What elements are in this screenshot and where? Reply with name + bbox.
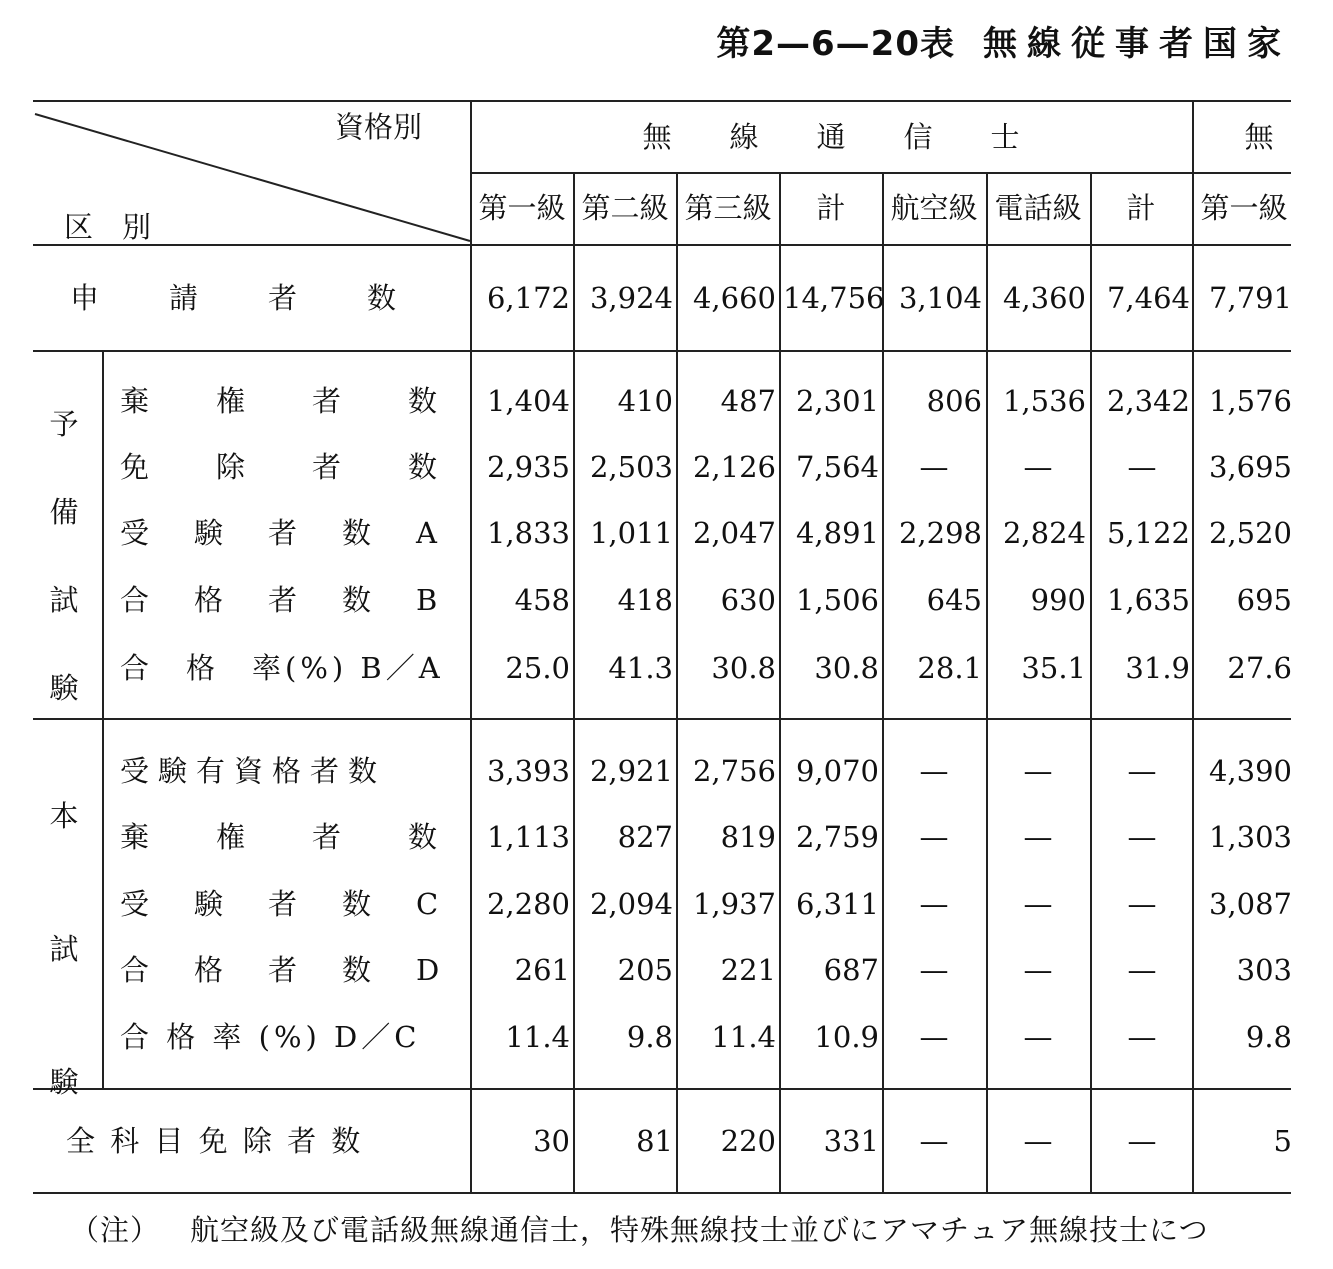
table-cell: — bbox=[1023, 1124, 1053, 1158]
table-cell: 14,756 bbox=[783, 281, 885, 315]
table-cell: 645 bbox=[926, 583, 982, 617]
table-cell: 261 bbox=[514, 953, 570, 987]
table-cell: 303 bbox=[1236, 953, 1292, 987]
table-cell: 9.8 bbox=[626, 1020, 673, 1054]
row-label-applicants: 申 請 者 数 bbox=[70, 281, 401, 315]
table-cell: 1,506 bbox=[795, 583, 879, 617]
footnote-text: 航空級及び電話級無線通信士，特殊無線技士並びにアマチュア無線技士につ bbox=[190, 1213, 1209, 1247]
table-cell: 1,303 bbox=[1208, 820, 1292, 854]
table-cell: 2,280 bbox=[486, 887, 570, 921]
table-cell: — bbox=[1127, 887, 1157, 921]
rule-main-bottom bbox=[33, 1088, 1291, 1090]
table-cell: 687 bbox=[823, 953, 879, 987]
table-cell: 30.8 bbox=[711, 651, 776, 685]
table-cell: 990 bbox=[1030, 583, 1086, 617]
table-cell: — bbox=[1127, 1124, 1157, 1158]
table-cell: — bbox=[1023, 450, 1053, 484]
table-cell: 2,520 bbox=[1208, 516, 1292, 550]
table-title bbox=[716, 16, 1291, 65]
rule-bottom bbox=[33, 1192, 1291, 1194]
section-label-prelim: 予備試験 bbox=[49, 407, 79, 705]
table-cell: 1,833 bbox=[486, 516, 570, 550]
table-cell: 3,087 bbox=[1208, 887, 1292, 921]
col-header-1: 第一級 bbox=[478, 191, 566, 225]
table-cell: 1,576 bbox=[1208, 384, 1292, 418]
table-cell: 220 bbox=[720, 1124, 776, 1158]
row-label-all-exempt: 全 科 目 免 除 者 数 bbox=[66, 1124, 364, 1158]
rule-col-4 bbox=[882, 172, 884, 1192]
corner-bottom-label: 区 別 bbox=[64, 210, 152, 244]
table-cell: 1,937 bbox=[692, 887, 776, 921]
table-cell: 30 bbox=[533, 1124, 570, 1158]
table-cell: 418 bbox=[617, 583, 673, 617]
row-label-main-absent: 棄 権 者 数 bbox=[120, 820, 441, 854]
table-cell: 41.3 bbox=[608, 651, 673, 685]
rule-prelim-bottom bbox=[33, 718, 1291, 720]
col-header-3: 第三級 bbox=[684, 191, 772, 225]
rule-col-2 bbox=[676, 172, 678, 1192]
table-cell: — bbox=[1023, 887, 1053, 921]
rule-col-1 bbox=[573, 172, 575, 1192]
rule-section bbox=[102, 350, 104, 1088]
row-label-prelim-examinees: 受 験 者 数 A bbox=[120, 516, 445, 550]
table-cell: — bbox=[919, 953, 949, 987]
table-cell: — bbox=[1127, 1020, 1157, 1054]
rule-col-6 bbox=[1090, 172, 1092, 1192]
table-cell: 1,011 bbox=[589, 516, 673, 550]
table-cell: 3,695 bbox=[1208, 450, 1292, 484]
table-cell: 2,935 bbox=[486, 450, 570, 484]
footnote bbox=[70, 1208, 1209, 1249]
table-cell: 25.0 bbox=[505, 651, 570, 685]
section-label-main: 本試験 bbox=[49, 799, 79, 1099]
table-cell: — bbox=[919, 1020, 949, 1054]
table-cell: — bbox=[1127, 953, 1157, 987]
row-label-prelim-passed: 合 格 者 数 B bbox=[120, 583, 446, 617]
table-cell: 1,536 bbox=[1002, 384, 1086, 418]
table-cell: — bbox=[1023, 953, 1053, 987]
table-cell: 1,113 bbox=[486, 820, 570, 854]
group-header-next: 無 bbox=[1244, 120, 1274, 154]
row-label-main-passed: 合 格 者 数 D bbox=[120, 953, 448, 987]
table-cell: 11.4 bbox=[505, 1020, 570, 1054]
row-label-main-rate: 合 格 率 (%) D／C bbox=[120, 1020, 421, 1054]
group-header-radio-operator: 無 線 通 信 士 bbox=[642, 120, 1020, 154]
table-cell: — bbox=[1127, 754, 1157, 788]
table-cell: 2,756 bbox=[692, 754, 776, 788]
table-cell: — bbox=[1023, 754, 1053, 788]
table-cell: 2,921 bbox=[589, 754, 673, 788]
table-cell: 2,126 bbox=[692, 450, 776, 484]
table-cell: 205 bbox=[617, 953, 673, 987]
rule-label-col bbox=[470, 100, 472, 1192]
table-cell: 2,503 bbox=[589, 450, 673, 484]
table-cell: 458 bbox=[514, 583, 570, 617]
table-cell: 30.8 bbox=[814, 651, 879, 685]
rule-col-5 bbox=[986, 172, 988, 1192]
table-cell: 2,047 bbox=[692, 516, 776, 550]
table-cell: 81 bbox=[636, 1124, 673, 1158]
table-cell: — bbox=[919, 820, 949, 854]
table-cell: 806 bbox=[926, 384, 982, 418]
col-header-7: 計 bbox=[1126, 191, 1156, 225]
table-cell: — bbox=[1127, 820, 1157, 854]
table-cell: 27.6 bbox=[1227, 651, 1292, 685]
table-cell: — bbox=[1023, 1020, 1053, 1054]
table-cell: 2,301 bbox=[795, 384, 879, 418]
table-cell: 7,791 bbox=[1208, 281, 1292, 315]
row-label-prelim-rate: 合 格 率(%) B／A bbox=[120, 651, 444, 685]
col-header-2: 第二級 bbox=[581, 191, 669, 225]
table-cell: — bbox=[1023, 820, 1053, 854]
table-cell: 3,104 bbox=[898, 281, 982, 315]
table-cell: 5,122 bbox=[1106, 516, 1190, 550]
table-number: 第2—6—20表 bbox=[716, 24, 955, 64]
table-cell: 6,172 bbox=[486, 281, 570, 315]
table-cell: 1,404 bbox=[486, 384, 570, 418]
rule-col-7 bbox=[1192, 100, 1194, 1192]
table-cell: 331 bbox=[823, 1124, 879, 1158]
table-cell: 410 bbox=[617, 384, 673, 418]
table-cell: 2,759 bbox=[795, 820, 879, 854]
rule-col-3 bbox=[779, 172, 781, 1192]
table-cell: 3,393 bbox=[486, 754, 570, 788]
table-cell: 4,891 bbox=[795, 516, 879, 550]
table-subject: 無線従事者国家 bbox=[983, 24, 1291, 64]
rule-applicants-bottom bbox=[33, 350, 1291, 352]
table-cell: 819 bbox=[720, 820, 776, 854]
row-label-prelim-absent: 棄 権 者 数 bbox=[120, 384, 441, 418]
row-label-main-examinees: 受 験 者 数 C bbox=[120, 887, 447, 921]
table-cell: 9,070 bbox=[795, 754, 879, 788]
table-cell: 7,564 bbox=[795, 450, 879, 484]
table-cell: 2,094 bbox=[589, 887, 673, 921]
table-cell: 9.8 bbox=[1245, 1020, 1292, 1054]
table-cell: 11.4 bbox=[711, 1020, 776, 1054]
col-header-4: 計 bbox=[816, 191, 846, 225]
table-cell: — bbox=[919, 450, 949, 484]
table-cell: 6,311 bbox=[795, 887, 879, 921]
table-cell: 28.1 bbox=[917, 651, 982, 685]
col-header-8: 第一級 bbox=[1200, 191, 1288, 225]
row-label-prelim-exempt: 免 除 者 数 bbox=[120, 450, 441, 484]
table-cell: 5 bbox=[1273, 1124, 1292, 1158]
col-header-5: 航空級 bbox=[890, 191, 978, 225]
table-cell: 630 bbox=[720, 583, 776, 617]
table-cell: 3,924 bbox=[589, 281, 673, 315]
row-label-main-eligible: 受験有資格者数 bbox=[120, 754, 387, 788]
table-cell: — bbox=[919, 887, 949, 921]
corner-top-label: 資格別 bbox=[335, 110, 423, 144]
table-cell: 1,635 bbox=[1106, 583, 1190, 617]
table-cell: — bbox=[919, 754, 949, 788]
table-cell: 487 bbox=[720, 384, 776, 418]
table-cell: 7,464 bbox=[1106, 281, 1190, 315]
table-cell: 4,660 bbox=[692, 281, 776, 315]
table-cell: 31.9 bbox=[1125, 651, 1190, 685]
table-cell: — bbox=[919, 1124, 949, 1158]
table-cell: 2,298 bbox=[898, 516, 982, 550]
table-cell: 35.1 bbox=[1021, 651, 1086, 685]
table-cell: 221 bbox=[720, 953, 776, 987]
table-cell: 827 bbox=[617, 820, 673, 854]
footnote-lead: （注） bbox=[70, 1213, 161, 1247]
table-cell: 2,824 bbox=[1002, 516, 1086, 550]
table-cell: 695 bbox=[1236, 583, 1292, 617]
table-cell: 10.9 bbox=[814, 1020, 879, 1054]
col-header-6: 電話級 bbox=[994, 191, 1082, 225]
table-cell: 4,390 bbox=[1208, 754, 1292, 788]
table-cell: — bbox=[1127, 450, 1157, 484]
table-cell: 4,360 bbox=[1002, 281, 1086, 315]
table-cell: 2,342 bbox=[1106, 384, 1190, 418]
